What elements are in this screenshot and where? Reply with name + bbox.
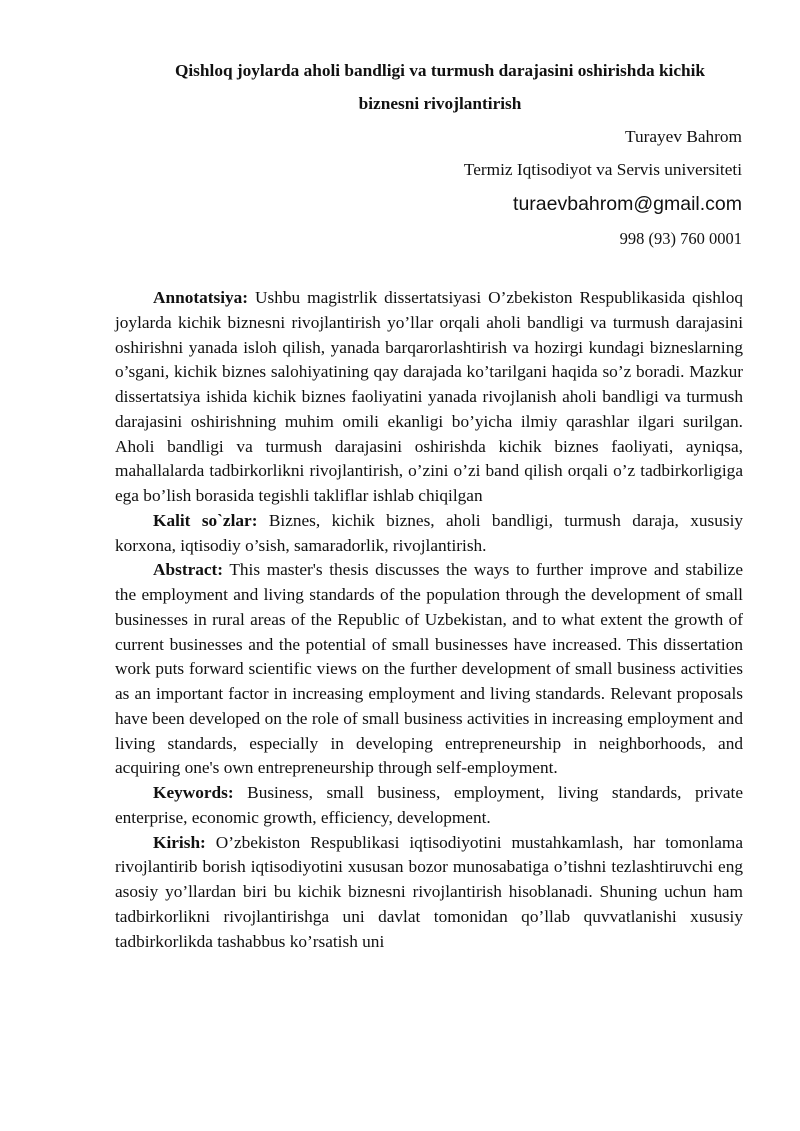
author-name: Turayev Bahrom [625,127,742,146]
abstract-text: This master's thesis discusses the ways to further improve and stabilize the employment and living standards of the population through the development of small businesses in rural areas of the Republic of Uzbekistan, and to what extent the growth of current businesses and the potential of small businesses have increased. This dissertation work puts forward scientific views on the further development of small business activities as an important factor in increasing employment and living standards. Relevant proposals have been developed on the role of small business activities in increasing employment and living standards, especially in developing entrepreneurship in neighborhoods, and acquiring one's own entrepreneurship through self-employment. [115,560,743,778]
author-block [464,120,742,257]
introduction-text: O’zbekiston Respublikasi iqtisodiyotini mustahkamlash, har tomonlama rivojlantirib borish iqtisodiyotini xususan bozor munosabatiga o’tishni tezlashtiruvchi eng asosiy yo’llardan biri bu kichik biznesni rivojlantirish hisoblanadi. Shuning uchun ham tadbirkorlikni rivojlantirishga uni davlat tomonidan qo’llab quvvatlanishi xususiy tadbirkorlikda tashabbus ko’rsatish uni [115,832,743,951]
annotation-label: Annotatsiya: [153,288,249,307]
keywords-en-label: Keywords: [153,783,234,802]
annotation-text: Ushbu magistrlik dissertatsiyasi O’zbekiston Respublikasida qishloq joylarda kichik biznesni rivojlantirish yo’llar orqali aholi bandligi va turmush darajasini oshirishni yanada isloh qilish, yanada barqarorlashtirish va hozirgi kundagi bizneslarning o’sgani, kichik biznes salohiyatining qay darajada ko’tarilgani haqida so’z boradi. Mazkur dissertatsiya ishida kichik biznes faoliyatini yanada rivojlanish aholi bandligi va turmush darajasini oshirishning muhim omili ekanligi bo’yicha ilmiy qarashlar ilgari surilgan. Aholi bandligi va turmush darajasini oshirishda kichik biznes faoliyati, ayniqsa, mahallalarda tadbirkorlikni rivojlantirish, o’zini o’zi band qilish orqali o’z tadbirkorligiga ega bo’lish borasida tegishli takliflar ishlab chiqilgan [115,288,743,505]
keywords-uz-paragraph [115,509,743,559]
keywords-uz-label: Kalit so`zlar: [153,510,258,530]
title-line-2: biznesni rivojlantirish [358,94,522,113]
keywords-uz-text: Biznes, kichik biznes, aholi bandligi, turmush daraja, xususiy korxona, iqtisodiy o’sish, samaradorlik, rivojlantirish. [115,510,744,555]
introduction-paragraph [115,831,743,955]
abstract-paragraph [115,558,743,781]
author-phone: 998 (93) 760 0001 [619,229,742,248]
abstract-label: Abstract: [153,560,224,580]
keywords-en-paragraph [115,781,743,831]
paper-body [115,286,743,954]
introduction-label: Kirish: [153,832,206,852]
title-line-1: Qishloq joylarda aholi bandligi va turmush darajasini oshirishda kichik [174,61,706,80]
keywords-en-text: Business, small business, employment, living standards, private enterprise, economic growth, efficiency, development. [115,783,743,827]
paper-title [110,54,770,120]
annotation-paragraph [115,286,743,509]
author-affiliation: Termiz Iqtisodiyot va Servis universiteti [463,160,742,179]
author-email: turaevbahrom@gmail.com [513,193,742,215]
